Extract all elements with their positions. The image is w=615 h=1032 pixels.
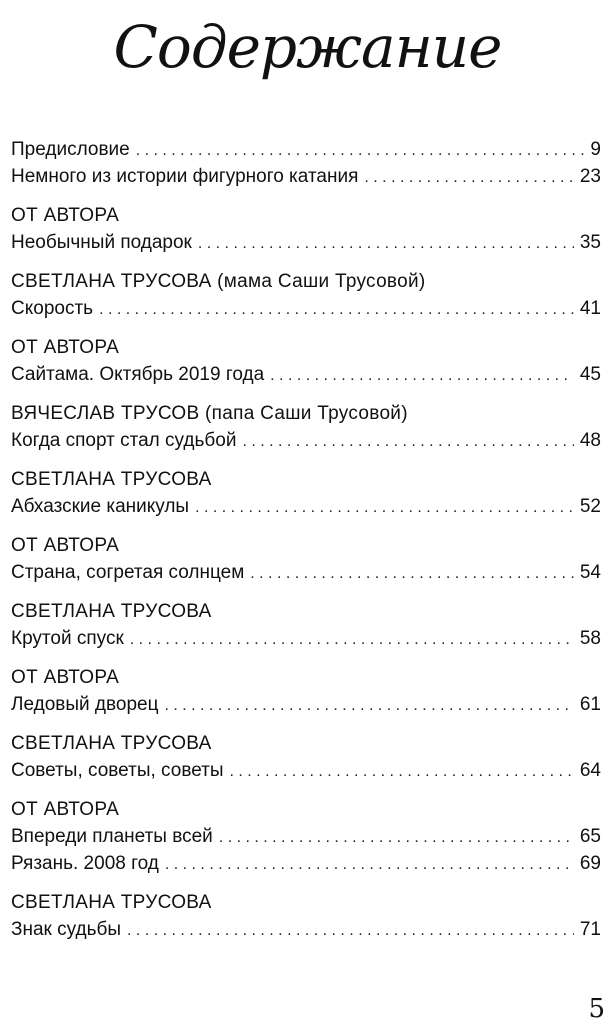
section-author: СВЕТЛАНА ТРУСОВА	[11, 733, 212, 754]
toc-entry	[11, 916, 601, 943]
dot-leader	[198, 230, 574, 257]
section-author: ОТ АВТОРА	[11, 535, 120, 556]
dot-leader	[219, 824, 574, 851]
table-of-contents	[11, 136, 601, 943]
section-author: ОТ АВТОРА	[11, 205, 120, 226]
toc-entry	[11, 295, 601, 322]
toc-entry	[11, 229, 601, 256]
toc-entry-title: Рязань. 2008 год	[11, 853, 159, 874]
toc-entry	[11, 163, 601, 190]
toc-entry-page: 23	[579, 166, 601, 187]
toc-entry-title: Когда спорт стал судьбой	[11, 430, 237, 451]
toc-entry	[11, 823, 601, 850]
dot-leader	[242, 428, 573, 455]
toc-entry-title: Немного из истории фигурного катания	[11, 166, 359, 187]
toc-entry	[11, 625, 601, 652]
dot-leader	[230, 758, 574, 785]
toc-entry-title: Сайтама. Октябрь 2019 года	[11, 364, 265, 385]
toc-entry-title: Крутой спуск	[11, 628, 124, 649]
toc-entry	[11, 757, 601, 784]
section-author: ОТ АВТОРА	[11, 667, 120, 688]
toc-entry-page: 48	[579, 430, 601, 451]
dot-leader	[195, 494, 574, 521]
toc-entry	[11, 361, 601, 388]
toc-entry	[11, 850, 601, 877]
toc-entry-title: Предисловие	[11, 139, 130, 160]
dot-leader	[250, 560, 574, 587]
toc-entry-title: Страна, согретая солнцем	[11, 562, 245, 583]
toc-entry-title: Советы, советы, советы	[11, 760, 224, 781]
page-title: Содержание	[113, 13, 502, 81]
toc-entry-page: 61	[579, 694, 601, 715]
dot-leader	[99, 296, 574, 323]
toc-entry-title: Знак судьбы	[11, 919, 122, 940]
toc-entry-page: 52	[579, 496, 601, 517]
toc-entry	[11, 691, 601, 718]
toc-entry-page: 41	[579, 298, 601, 319]
toc-entry-page: 9	[590, 139, 601, 160]
toc-entry-page: 65	[579, 826, 601, 847]
toc-entry-title: Абхазские каникулы	[11, 496, 190, 517]
toc-entry-title: Скорость	[11, 298, 94, 319]
section-author: СВЕТЛАНА ТРУСОВА	[11, 892, 212, 913]
dot-leader	[130, 626, 574, 653]
section-author: СВЕТЛАНА ТРУСОВА	[11, 601, 212, 622]
toc-entry-title: Ледовый дворец	[11, 694, 159, 715]
toc-entry-page: 64	[579, 760, 601, 781]
dot-leader	[136, 137, 585, 164]
section-author: ОТ АВТОРА	[11, 799, 120, 820]
toc-entry-page: 54	[579, 562, 601, 583]
page-number: 5	[588, 994, 605, 1024]
toc-entry-title: Впереди планеты всей	[11, 826, 213, 847]
dot-leader	[364, 164, 573, 191]
toc-entry-title: Необычный подарок	[11, 232, 192, 253]
dot-leader	[127, 917, 574, 944]
dot-leader	[165, 851, 574, 878]
dot-leader	[270, 362, 574, 389]
toc-entry-page: 58	[579, 628, 601, 649]
toc-entry	[11, 559, 601, 586]
section-author: ВЯЧЕСЛАВ ТРУСОВ (папа Саши Трусовой)	[11, 403, 408, 424]
dot-leader	[164, 692, 573, 719]
toc-entry	[11, 493, 601, 520]
toc-entry-page: 45	[579, 364, 601, 385]
section-author: СВЕТЛАНА ТРУСОВА (мама Саши Трусовой)	[11, 271, 426, 292]
toc-entry-page: 69	[579, 853, 601, 874]
section-author: ОТ АВТОРА	[11, 337, 120, 358]
toc-entry-page: 71	[579, 919, 601, 940]
toc-entry	[11, 136, 601, 163]
toc-entry-page: 35	[579, 232, 601, 253]
toc-entry	[11, 427, 601, 454]
section-author: СВЕТЛАНА ТРУСОВА	[11, 469, 212, 490]
